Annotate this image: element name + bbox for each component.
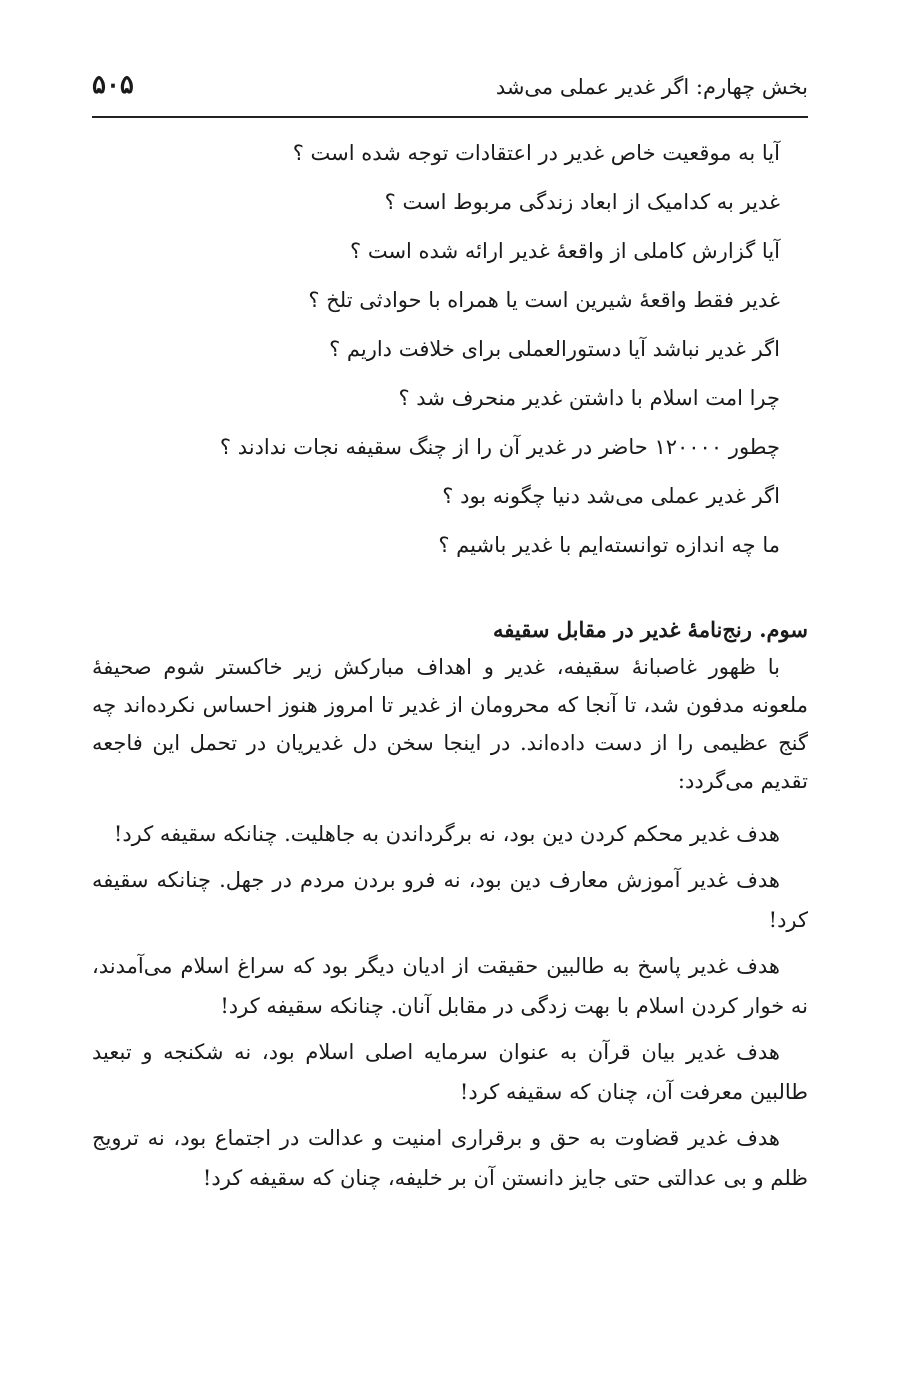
chapter-title: بخش چهارم: اگر غدیر عملی می‌شد <box>495 75 808 99</box>
page-number: ۵۰۵ <box>92 70 134 100</box>
goal-paragraph: هدف غدیر بیان قرآن به عنوان سرمایه اصلی اسلام بود، نه شکنجه و تبعید طالبین معرفت آن، چنان که سقیفه کرد! <box>92 1040 808 1104</box>
question-item: غدیر به کدامیک از ابعاد زندگی مربوط است ؟ <box>384 190 780 214</box>
goal-paragraph: هدف غدیر محکم کردن دین بود، نه برگرداندن به جاهلیت. چنانکه سقیفه کرد! <box>113 822 780 846</box>
goal-paragraph: هدف غدیر پاسخ به طالبین حقیقت از ادیان دیگر بود که سراغ اسلام می‌آمدند، نه خوار کردن اسلام با بهت زدگی در مقابل آنان. چنانکه سقیفه کرد! <box>92 954 808 1018</box>
question-item: اگر غدیر نباشد آیا دستورالعملی برای خلافت داریم ؟ <box>329 337 780 361</box>
question-item: آیا گزارش کاملی از واقعهٔ غدیر ارائه شده است ؟ <box>350 239 780 263</box>
question-item: ما چه اندازه توانسته‌ایم با غدیر باشیم ؟ <box>438 533 780 557</box>
goals-list <box>92 814 808 1198</box>
goal-paragraph: هدف غدیر آموزش معارف دین بود، نه فرو بردن مردم در جهل. چنانکه سقیفه کرد! <box>92 868 808 932</box>
running-header <box>92 68 808 108</box>
section-heading: سوم. رنج‌نامهٔ غدیر در مقابل سقیفه <box>493 617 808 642</box>
goal-paragraph: هدف غدیر قضاوت به حق و برقراری امنیت و عدالت در اجتماع بود، نه ترویج ظلم و بی عدالتی حتی جایز دانستن آن بر خلیفه، چنان که سقیفه کرد! <box>92 1126 808 1190</box>
question-item: چرا امت اسلام با داشتن غدیر منحرف شد ؟ <box>398 386 780 410</box>
question-item: غدیر فقط واقعهٔ شیرین است یا همراه با حوادثی تلخ ؟ <box>308 288 780 312</box>
question-item: چطور ۱۲۰۰۰۰ حاضر در غدیر آن را از چنگ سقیفه نجات ندادند ؟ <box>219 435 780 459</box>
section-body <box>92 615 808 1204</box>
question-list <box>90 138 780 579</box>
header-divider <box>92 116 808 118</box>
intro-paragraph: با ظهور غاصبانهٔ سقیفه، غدیر و اهداف مبارکش زیر خاکستر شوم صحیفهٔ ملعونه مدفون شد، تا آنجا که محرومان از غدیر تا امروز هنوز احساس نکرده‌اند چه گنج عظیمی را از دست داده‌اند. در اینجا سخن دل غدیریان در تحمل این فاجعه تقدیم می‌گردد: <box>92 655 808 793</box>
question-item: آیا به موقعیت خاص غدیر در اعتقادات توجه شده است ؟ <box>292 141 780 165</box>
question-item: اگر غدیر عملی می‌شد دنیا چگونه بود ؟ <box>442 484 780 508</box>
